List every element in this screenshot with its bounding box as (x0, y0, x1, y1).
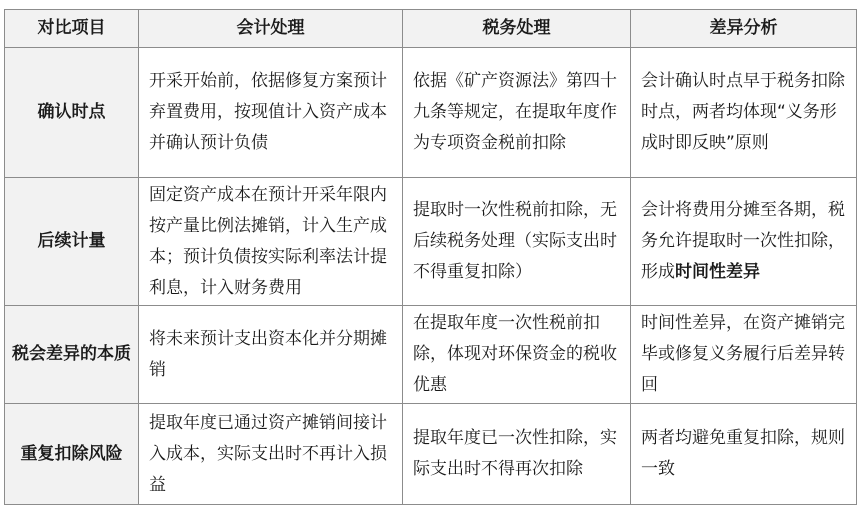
difference-cell: 两者均避免重复扣除，规则一致 (631, 404, 857, 505)
difference-text: 会计将费用分摊至各期，税务允许提取时一次性扣除，形成 (641, 200, 845, 282)
row-item-label: 后续计量 (5, 178, 139, 306)
tax-cell: 提取年度已一次性扣除，实际支出时不得再次扣除 (403, 404, 631, 505)
tax-cell: 依据《矿产资源法》第四十九条等规定，在提取年度作为专项资金税前扣除 (403, 48, 631, 178)
tax-cell: 提取时一次性税前扣除，无后续税务处理（实际支出时不得重复扣除） (403, 178, 631, 306)
difference-cell (631, 178, 857, 306)
table-header (5, 10, 857, 48)
accounting-cell: 将未来预计支出资本化并分期摊销 (139, 306, 403, 404)
accounting-cell: 开采开始前，依据修复方案预计弃置费用，按现值计入资产成本并确认预计负债 (139, 48, 403, 178)
table-row (5, 306, 857, 404)
tax-cell: 在提取年度一次性税前扣除，体现对环保资金的税收优惠 (403, 306, 631, 404)
table-row (5, 404, 857, 505)
difference-cell: 会计确认时点早于税务扣除时点，两者均体现“义务形成时即反映”原则 (631, 48, 857, 178)
table-body (5, 48, 857, 505)
difference-cell: 时间性差异，在资产摊销完毕或修复义务履行后差异转回 (631, 306, 857, 404)
header-difference: 差异分析 (631, 10, 857, 48)
table-row (5, 178, 857, 306)
accounting-cell: 提取年度已通过资产摊销间接计入成本，实际支出时不再计入损益 (139, 404, 403, 505)
header-tax: 税务处理 (403, 10, 631, 48)
header-item: 对比项目 (5, 10, 139, 48)
row-item-label: 重复扣除风险 (5, 404, 139, 505)
row-item-label: 税会差异的本质 (5, 306, 139, 404)
difference-highlight: 时间性差异 (675, 262, 760, 282)
accounting-cell: 固定资产成本在预计开采年限内按产量比例法摊销，计入生产成本；预计负债按实际利率法计提利息，计入财务费用 (139, 178, 403, 306)
row-item-label: 确认时点 (5, 48, 139, 178)
comparison-table (4, 9, 857, 505)
header-row (5, 10, 857, 48)
table-row (5, 48, 857, 178)
header-accounting: 会计处理 (139, 10, 403, 48)
